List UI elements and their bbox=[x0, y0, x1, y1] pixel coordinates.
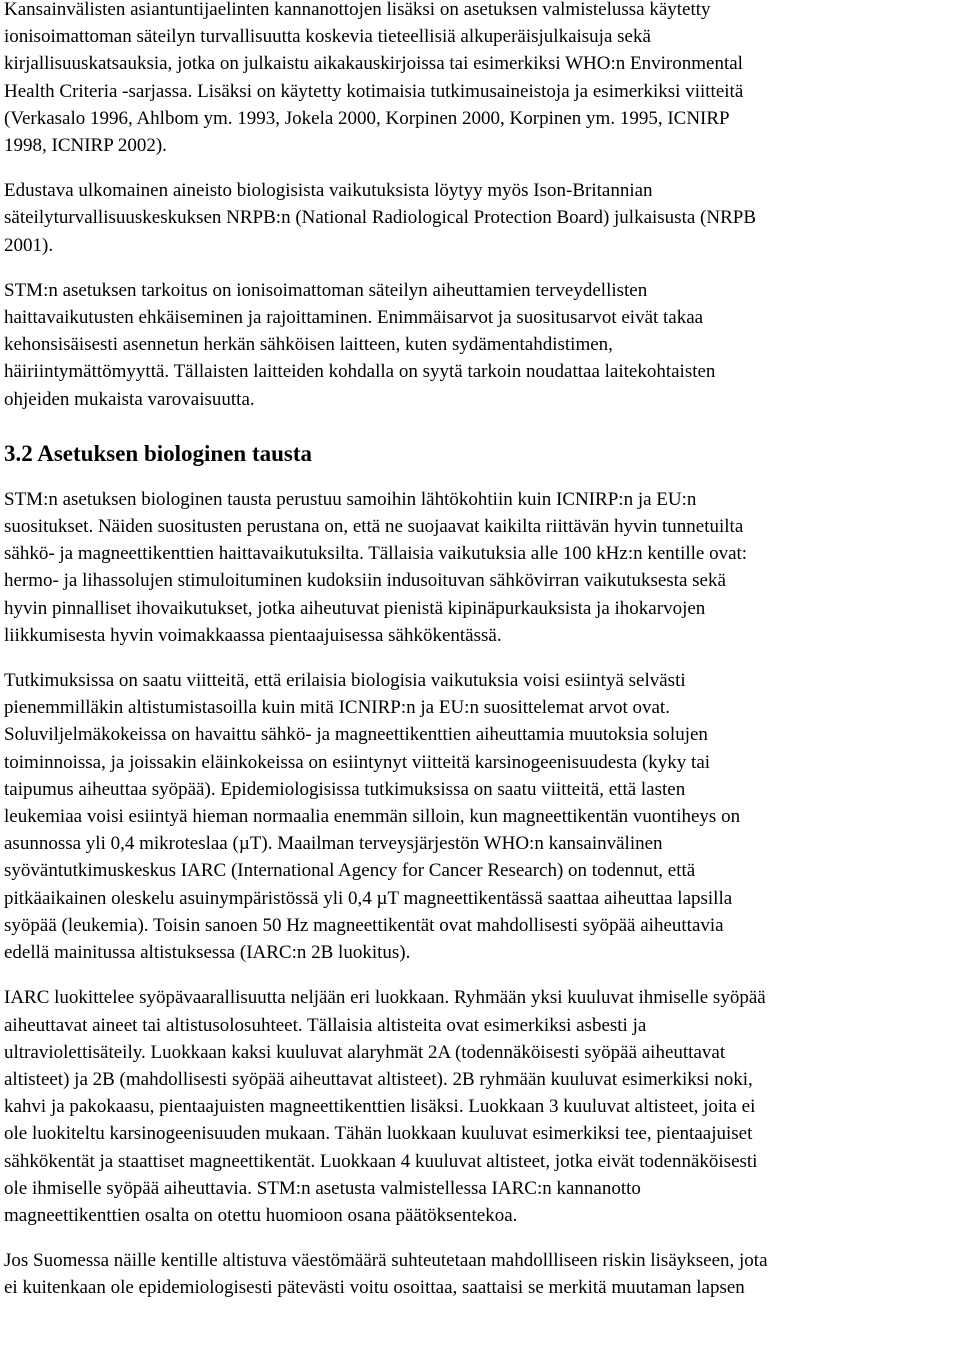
text-line: sähkökentät ja staattiset magneettikentät. Luokkaan 4 kuuluvat altisteet, jotka eivät todennäköisesti bbox=[4, 1150, 758, 1172]
text-line: häiriintymättömyyttä. Tällaisten laitteiden kohdalla on syytä tarkoin noudattaa laitekohtaisten bbox=[4, 361, 716, 383]
text-line: kirjallisuuskatsauksia, jotka on julkaistu aikakauskirjoissa tai esimerkiksi WHO:n Environmental bbox=[4, 53, 743, 75]
text-line: Kansainvälisten asiantuntijaelinten kannanottojen lisäksi on asetuksen valmistelussa käytetty bbox=[4, 0, 711, 20]
text-line: sähkö- ja magneettikenttien haittavaikutuksilta. Tällaisia vaikutuksia alle 100 kHz:n kentille ovat: bbox=[4, 543, 748, 565]
text-line: 1998, ICNIRP 2002). bbox=[4, 135, 167, 157]
text-line: Health Criteria -sarjassa. Lisäksi on käytetty kotimaisia tutkimusaineistoja ja esimerkiksi viitteitä bbox=[4, 80, 744, 102]
paragraph-5 bbox=[4, 667, 956, 966]
text-line: Soluviljelmäkokeissa on havaittu sähkö- ja magneettikenttien aiheuttamia muutoksia solujen bbox=[4, 724, 708, 746]
text-line: haittavaikutusten ehkäiseminen ja rajoittaminen. Enimmäisarvot ja suositusarvot eivät takaa bbox=[4, 307, 704, 329]
paragraph-1 bbox=[4, 0, 956, 159]
paragraph-6 bbox=[4, 984, 956, 1229]
text-line: IARC luokittelee syöpävaarallisuutta neljään eri luokkaan. Ryhmään yksi kuuluvat ihmiselle syöpää bbox=[4, 987, 766, 1009]
text-line: syöpää (leukemia). Toisin sanoen 50 Hz magneettikentät ovat mahdollisesti syöpää aiheuttavia bbox=[4, 914, 724, 936]
section-heading: 3.2 Asetuksen biologinen tausta bbox=[4, 440, 313, 466]
text-line: ei kuitenkaan ole epidemiologisesti pätevästi voitu osoittaa, saattaisi se merkitä muutaman lapsen bbox=[4, 1277, 745, 1299]
text-line: STM:n asetuksen tarkoitus on ionisoimattoman säteilyn aiheuttamien terveydellisten bbox=[4, 279, 648, 301]
text-line: kehonsisäisesti asennetun herkän sähköisen laitteen, kuten sydämentahdistimen, bbox=[4, 334, 613, 356]
text-line: edellä mainitussa altistuksessa (IARC:n 2B luokitus). bbox=[4, 942, 411, 964]
text-line: säteilyturvallisuuskeskuksen NRPB:n (National Radiological Protection Board) julkaisusta (NRPB bbox=[4, 207, 757, 229]
text-line: ole luokiteltu karsinogeenisuuden mukaan. Tähän luokkaan kuuluvat esimerkiksi tee, pientaajuiset bbox=[4, 1123, 753, 1145]
text-line: suositukset. Näiden suositusten perustana on, että ne suojaavat kaikilta riittävän hyvin tunnetuilta bbox=[4, 516, 744, 538]
text-line: 2001). bbox=[4, 234, 54, 256]
text-line: altisteet) ja 2B (mahdollisesti syöpää aiheuttavat altisteet). 2B ryhmään kuuluvat esimerkiksi noki, bbox=[4, 1068, 753, 1090]
text-line: (Verkasalo 1996, Ahlbom ym. 1993, Jokela 2000, Korpinen 2000, Korpinen ym. 1995, ICNIRP bbox=[4, 107, 730, 129]
text-line: syöväntutkimuskeskus IARC (International Agency for Cancer Research) on todennut, että bbox=[4, 860, 696, 882]
text-line: ohjeiden mukaista varovaisuutta. bbox=[4, 388, 255, 410]
text-line: Tutkimuksissa on saatu viitteitä, että erilaisia biologisia vaikutuksia voisi esiintyä selvästi bbox=[4, 670, 686, 692]
text-line: aiheuttavat aineet tai altistusolosuhteet. Tällaisia altisteita ovat esimerkiksi asbesti ja bbox=[4, 1014, 647, 1036]
text-line: toiminnoissa, ja joissakin eläinkokeissa on esiintynyt viitteitä karsinogeenisuudesta (kyky tai bbox=[4, 751, 711, 773]
text-line: leukemiaa voisi esiintyä hieman normaalia enemmän silloin, kun magneettikentän vuontiheys on bbox=[4, 806, 741, 828]
text-line: asunnossa yli 0,4 mikroteslaa (µT). Maailman terveysjärjestön WHO:n kansainvälinen bbox=[4, 833, 663, 855]
text-line: kahvi ja pakokaasu, pientaajuisten magneettikenttien lisäksi. Luokkaan 3 kuuluvat altisteet, joita ei bbox=[4, 1096, 756, 1118]
paragraph-3 bbox=[4, 277, 956, 413]
text-line: hyvin pinnalliset ihovaikutukset, jotka aiheutuvat pienistä kipinäpurkauksista ja ihokarvojen bbox=[4, 597, 706, 619]
text-line: ole ihmiselle syöpää aiheuttavia. STM:n asetusta valmistellessa IARC:n kannanotto bbox=[4, 1177, 641, 1199]
text-line: Jos Suomessa näille kentille altistuva väestömäärä suhteutetaan mahdollliseen riskin lisäykseen, jota bbox=[4, 1250, 768, 1272]
text-line: magneettikenttien osalta on otettu huomioon osana päätöksentekoa. bbox=[4, 1204, 518, 1226]
paragraph-2 bbox=[4, 177, 956, 259]
text-line: taipumus aiheuttaa syöpää). Epidemiologisissa tutkimuksissa on saatu viitteitä, että lasten bbox=[4, 778, 686, 800]
text-line: liikkumisesta hyvin voimakkaassa pientaajuisessa sähkökentässä. bbox=[4, 624, 502, 646]
text-line: STM:n asetuksen biologinen tausta perustuu samoihin lähtökohtiin kuin ICNIRP:n ja EU:n bbox=[4, 488, 697, 510]
paragraph-7 bbox=[4, 1247, 956, 1301]
text-line: ultraviolettisäteily. Luokkaan kaksi kuuluvat alaryhmät 2A (todennäköisesti syöpää aiheuttavat bbox=[4, 1041, 726, 1063]
paragraph-4 bbox=[4, 486, 956, 649]
text-line: Edustava ulkomainen aineisto biologisista vaikutuksista löytyy myös Ison-Britannian bbox=[4, 180, 653, 202]
text-line: pitkäaikainen oleskelu asuinympäristössä yli 0,4 µT magneettikentässä saattaa aiheuttaa lapsilla bbox=[4, 887, 733, 909]
text-line: ionisoimattoman säteilyn turvallisuutta koskevia tieteellisiä alkuperäisjulkaisuja sekä bbox=[4, 26, 651, 48]
document-page bbox=[4, 0, 956, 1320]
text-line: hermo- ja lihassolujen stimuloituminen kudoksiin indusoituvan sähkövirran vaikutuksesta sekä bbox=[4, 570, 726, 592]
text-line: pienemmilläkin altistumistasoilla kuin mitä ICNIRP:n ja EU:n suosittelemat arvot ovat. bbox=[4, 697, 670, 719]
